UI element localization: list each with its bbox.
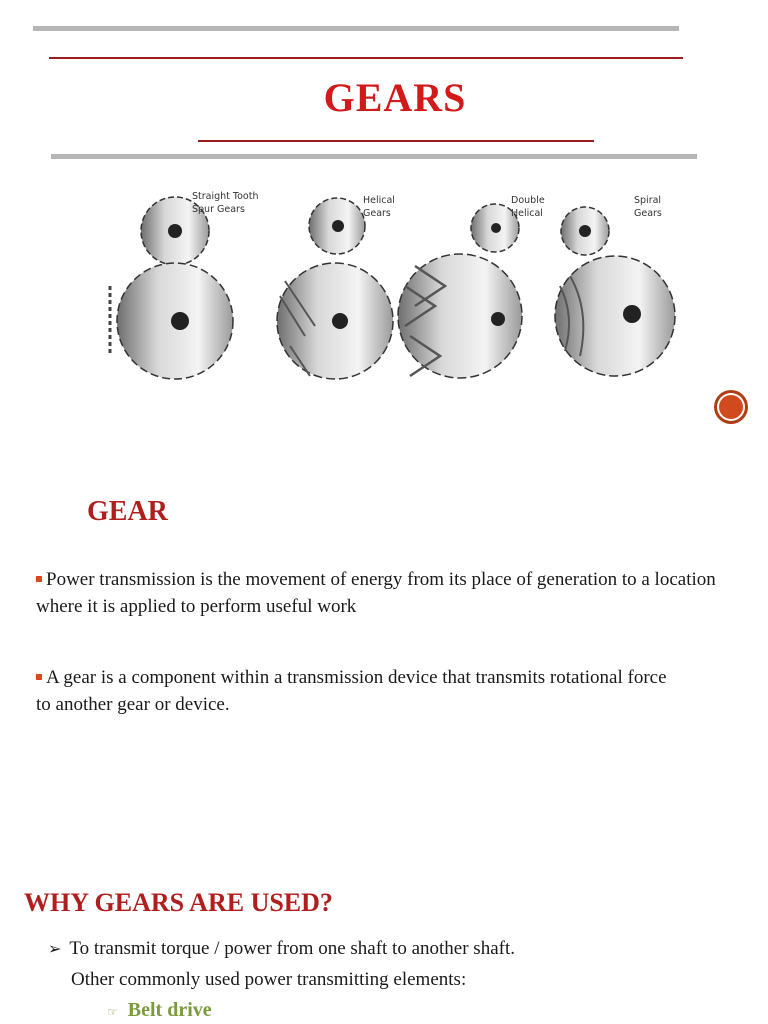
orange-circle-icon: [717, 393, 745, 421]
spur-gear-drawing: [110, 197, 233, 379]
label-spur-line1: Straight Tooth: [192, 191, 259, 202]
top-grey-rule: [33, 26, 679, 31]
top-red-rule: [49, 57, 683, 59]
gear-types-illustration: [100, 186, 690, 396]
bullet-power-transmission: [36, 566, 746, 620]
why-subtext: Other commonly used power transmitting elements:: [71, 969, 467, 990]
bullet-text: A gear is a component within a transmission device that transmits rotational force to another gear or device.: [36, 667, 667, 715]
label-helical-line2: Gears: [363, 208, 391, 219]
label-double-helical-line1: Double: [511, 195, 545, 206]
label-helical-line1: Helical: [363, 195, 395, 206]
spiral-gear-drawing: [555, 207, 675, 376]
why-subitem-belt-drive: [107, 999, 212, 1022]
label-spiral-line2: Gears: [634, 208, 662, 219]
bullet-gear-definition: [36, 664, 676, 718]
why-subitem-text: Belt drive: [127, 999, 212, 1021]
pointing-hand-icon: ☞: [107, 1005, 118, 1019]
label-spur-line2: Spur Gears: [192, 204, 245, 215]
label-double-helical-line2: Helical: [511, 208, 543, 219]
label-spiral-line1: Spiral: [634, 195, 662, 206]
square-bullet-icon: [36, 576, 42, 582]
bullet-text: Power transmission is the movement of energy from its place of generation to a location where it is applied to perform useful work: [36, 569, 716, 617]
square-bullet-icon: [36, 674, 42, 680]
bottom-grey-rule: [51, 154, 697, 159]
why-item-text: To transmit torque / power from one shaft to another shaft.: [69, 938, 515, 959]
double-helical-gear-drawing: [398, 204, 522, 378]
helical-gear-drawing: [277, 198, 393, 379]
arrow-bullet-icon: ➢: [48, 939, 62, 958]
title-underline: [198, 140, 594, 142]
section-heading-gear: GEAR: [87, 496, 168, 527]
why-item-torque: [48, 938, 515, 960]
page-title: GEARS: [323, 75, 467, 120]
section-heading-why: WHY GEARS ARE USED?: [24, 888, 333, 917]
